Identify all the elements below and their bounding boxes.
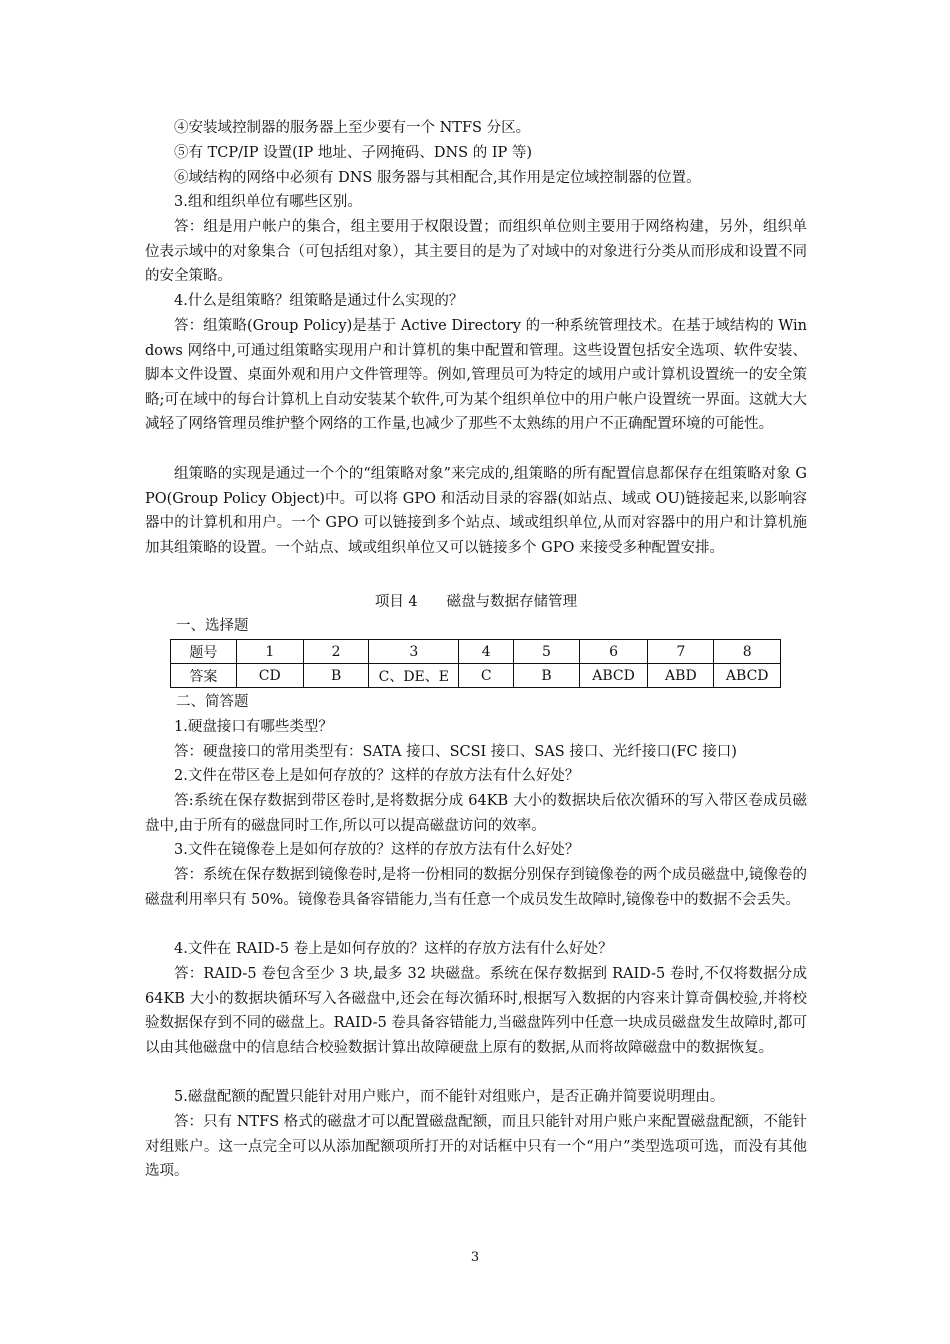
project-4-title: 项目 4 磁盘与数据存储管理 xyxy=(374,594,578,610)
answer-4-group-policy: 答：组策略(Group Policy)是基于 Active Directory 的一种系统管理技术。在基于域结构的 Windows 网络中,可通过组策略实现用户和计算机的集中配置和管理。这些设置包括安全选项、软件安装、脚本文件设置、桌面外观和用户文件管理等。例如,管理员可为特定的域用户或计算机设置统一的安全策略;可在域中的每台计算机上自动安装某个软件,可为某个组织单位中的用户帐户设置统一界面。这就大大减轻了网络管理员维护整个网络的工作量,也减少了那些不太熟练的用户不正确配置环境的可能性。 xyxy=(145,318,807,433)
answer-2-striped-volume: 答:系统在保存数据到带区卷时,是将数据分成 64KB 大小的数据块后依次循环的写入带区卷成员磁盘中,由于所有的磁盘同时工作,所以可以提高磁盘访问的效率。 xyxy=(145,793,807,834)
answer-4-gpo-implementation: 组策略的实现是通过一个个的“组策略对象”来完成的,组策略的所有配置信息都保存在组策略对象 GPO(Group Policy Object)中。可以将 GPO 和活动目录的容器(如站点、域或 OU)链接起来,以影响容器中的计算机和用户。一个 GPO 可以链接到多个站点、域或组织单位,从而对容器中的用户和计算机施加其组策略的设置。一个站点、域或组织单位又可以链接多个 GPO 来接受多种配置安排。 xyxy=(145,466,807,556)
table-cell-answer: CD xyxy=(236,664,303,688)
section-multiple-choice: 一、选择题 xyxy=(176,618,249,634)
question-1-disk-interfaces: 1.硬盘接口有哪些类型？ xyxy=(174,719,333,735)
question-3-mirrored-volume: 3.文件在镜像卷上是如何存放的？这样的存放方法有什么好处？ xyxy=(174,842,580,858)
paragraph-dns-requirement: ⑥域结构的网络中必须有 DNS 服务器与其相配合,其作用是定位域控制器的位置。 xyxy=(174,170,701,186)
answer-1-disk-interfaces: 答：硬盘接口的常用类型有：SATA 接口、SCSI 接口、SAS 接口、光纤接口(FC 接口) xyxy=(174,744,737,760)
table-header-answer: 答案 xyxy=(171,664,237,688)
table-cell-number: 6 xyxy=(579,640,647,664)
table-cell-answer: ABD xyxy=(648,664,714,688)
table-cell-answer: C、DE、E xyxy=(369,664,459,688)
table-cell-answer: B xyxy=(514,664,580,688)
answer-3-mirrored-volume: 答：系统在保存数据到镜像卷时,是将一份相同的数据分别保存到镜像卷的两个成员磁盘中,镜像卷的磁盘利用率只有 50%。镜像卷具备容错能力,当有任意一个成员发生故障时,镜像卷中的数据不会丢失。 xyxy=(145,867,807,908)
answer-3-group-vs-ou: 答：组是用户帐户的集合，组主要用于权限设置；而组织单位则主要用于网络构建，另外，组织单位表示域中的对象集合（可包括组对象），其主要目的是为了对域中的对象进行分类从而形成和设置不同的安全策略。 xyxy=(145,219,807,285)
table-cell-number: 4 xyxy=(459,640,514,664)
table-row-numbers xyxy=(171,640,781,664)
question-3-group-vs-ou: 3.组和组织单位有哪些区别。 xyxy=(174,194,362,210)
answer-5-disk-quota: 答：只有 NTFS 格式的磁盘才可以配置磁盘配额，而且只能针对用户账户来配置磁盘配额，不能针对组账户。这一点完全可以从添加配额项所打开的对话框中只有一个“用户”类型选项可选，而没有其他选项。 xyxy=(145,1114,807,1180)
table-cell-answer: C xyxy=(459,664,514,688)
answer-4-raid5-volume: 答：RAID-5 卷包含至少 3 块,最多 32 块磁盘。系统在保存数据到 RAID-5 卷时,不仅将数据分成 64KB 大小的数据块循环写入各磁盘中,还会在每次循环时,根据写入数据的内容来计算奇偶校验,并将校验数据保存到不同的磁盘上。RAID-5 卷具备容错能力,当磁盘阵列中任意一块成员磁盘发生故障时,都可以由其他磁盘中的信息结合校验数据计算出故障硬盘上原有的数据,从而将故障磁盘中的数据恢复。 xyxy=(145,966,807,1056)
paragraph-ntfs-requirement: ④安装域控制器的服务器上至少要有一个 NTFS 分区。 xyxy=(174,120,531,136)
table-cell-number: 5 xyxy=(514,640,580,664)
table-row-answers xyxy=(171,664,781,688)
table-cell-answer: ABCD xyxy=(579,664,647,688)
question-4-group-policy: 4.什么是组策略？组策略是通过什么实现的？ xyxy=(174,293,464,309)
question-5-disk-quota: 5.磁盘配额的配置只能针对用户账户，而不能针对组账户，是否正确并简要说明理由。 xyxy=(174,1089,725,1105)
question-4-raid5-volume: 4.文件在 RAID-5 卷上是如何存放的？这样的存放方法有什么好处？ xyxy=(174,941,613,957)
question-2-striped-volume: 2.文件在带区卷上是如何存放的？这样的存放方法有什么好处？ xyxy=(174,768,580,784)
table-cell-number: 7 xyxy=(648,640,714,664)
table-cell-answer: B xyxy=(303,664,369,688)
paragraph-tcpip-requirement: ⑤有 TCP/IP 设置(IP 地址、子网掩码、DNS 的 IP 等) xyxy=(174,145,533,161)
table-header-number: 题号 xyxy=(171,640,237,664)
table-cell-answer: ABCD xyxy=(714,664,781,688)
answer-table xyxy=(170,639,781,688)
table-cell-number: 3 xyxy=(369,640,459,664)
page-number: 3 xyxy=(470,1250,480,1265)
table-cell-number: 8 xyxy=(714,640,781,664)
section-short-answer: 二、简答题 xyxy=(176,694,249,710)
table-cell-number: 1 xyxy=(236,640,303,664)
table-cell-number: 2 xyxy=(303,640,369,664)
